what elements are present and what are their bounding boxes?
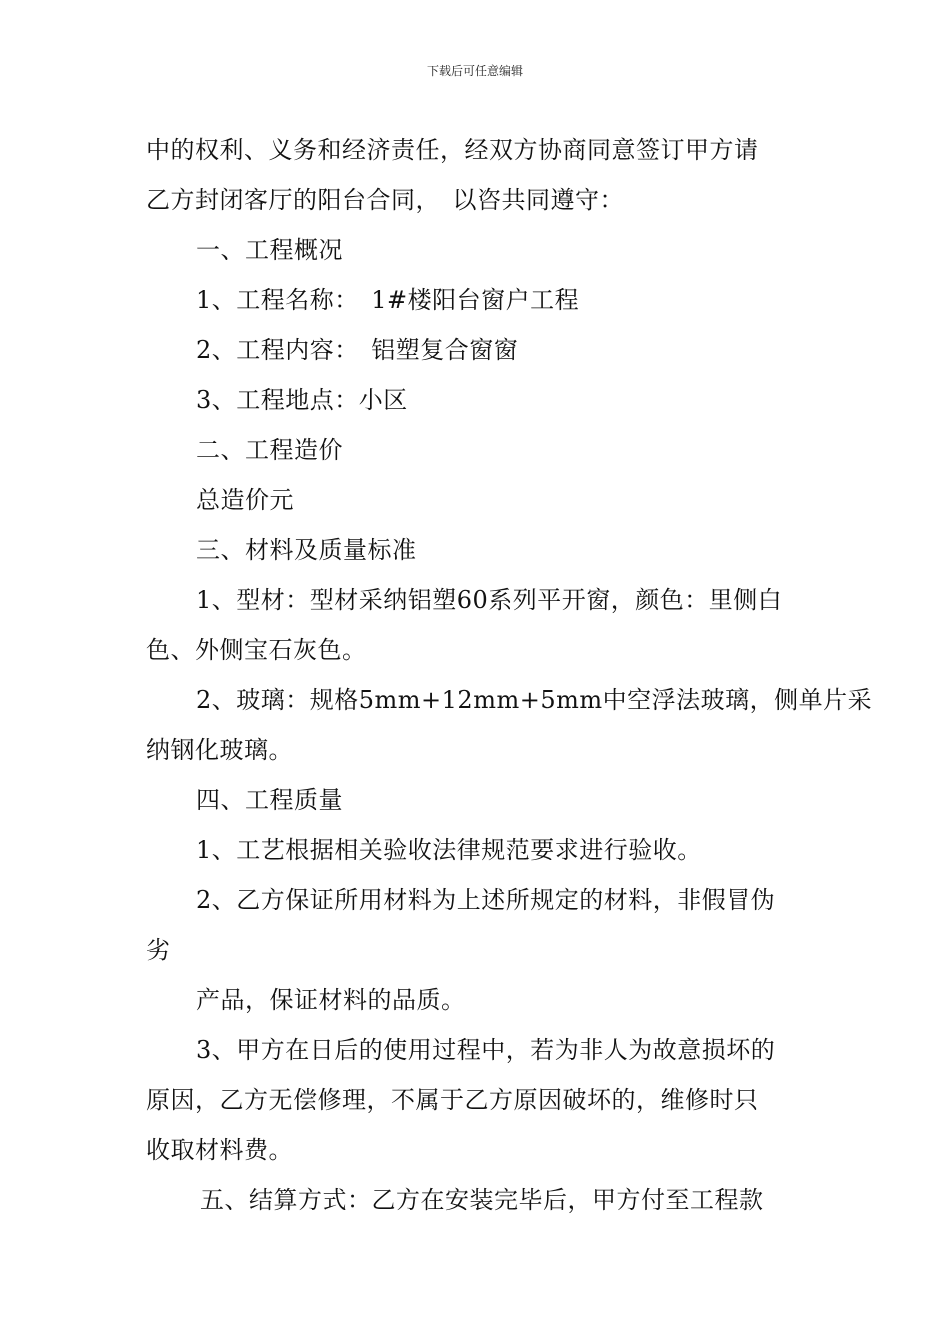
paragraph-line: 中的权利、义务和经济责任，经双方协商同意签订甲方请 <box>146 136 759 164</box>
paragraph-line: 色、外侧宝石灰色。 <box>146 636 367 664</box>
section-heading: 一、工程概况 <box>196 236 343 264</box>
paragraph-line: 原因，乙方无偿修理，不属于乙方原因破坏的，维修时只 <box>146 1086 759 1114</box>
paragraph-line: 3、甲方在日后的使用过程中，若为非人为故意损坏的 <box>196 1036 776 1064</box>
paragraph-line: 纳钢化玻璃。 <box>146 736 293 764</box>
paragraph-line: 1、工程名称： 1#楼阳台窗户工程 <box>196 286 580 314</box>
section-heading: 三、材料及质量标准 <box>196 536 417 564</box>
paragraph-line: 2、工程内容： 铝塑复合窗窗 <box>196 336 519 364</box>
paragraph-line: 总造价元 <box>196 486 294 514</box>
paragraph-line: 产品，保证材料的品质。 <box>196 986 466 1014</box>
paragraph-line: 2、玻璃：规格5mm+12mm+5mm中空浮法玻璃，侧单片采 <box>196 686 873 714</box>
paragraph-line: 2、乙方保证所用材料为上述所规定的材料，非假冒伪 <box>196 886 776 914</box>
paragraph-line: 收取材料费。 <box>146 1136 293 1164</box>
page-header: 下载后可任意编辑 <box>426 64 523 78</box>
paragraph-line: 乙方封闭客厅的阳台合同， 以咨共同遵守： <box>146 186 624 214</box>
paragraph-line: 3、工程地点：小区 <box>196 386 408 414</box>
section-heading: 四、工程质量 <box>196 786 343 814</box>
section-heading: 二、工程造价 <box>196 436 343 464</box>
paragraph-line: 1、型材：型材采纳铝塑60系列平开窗，颜色：里侧白 <box>196 586 783 614</box>
section-heading: 五、结算方式：乙方在安装完毕后，甲方付至工程款 <box>200 1186 764 1214</box>
paragraph-line: 劣 <box>146 936 171 964</box>
paragraph-line: 1、工艺根据相关验收法律规范要求进行验收。 <box>196 836 702 864</box>
